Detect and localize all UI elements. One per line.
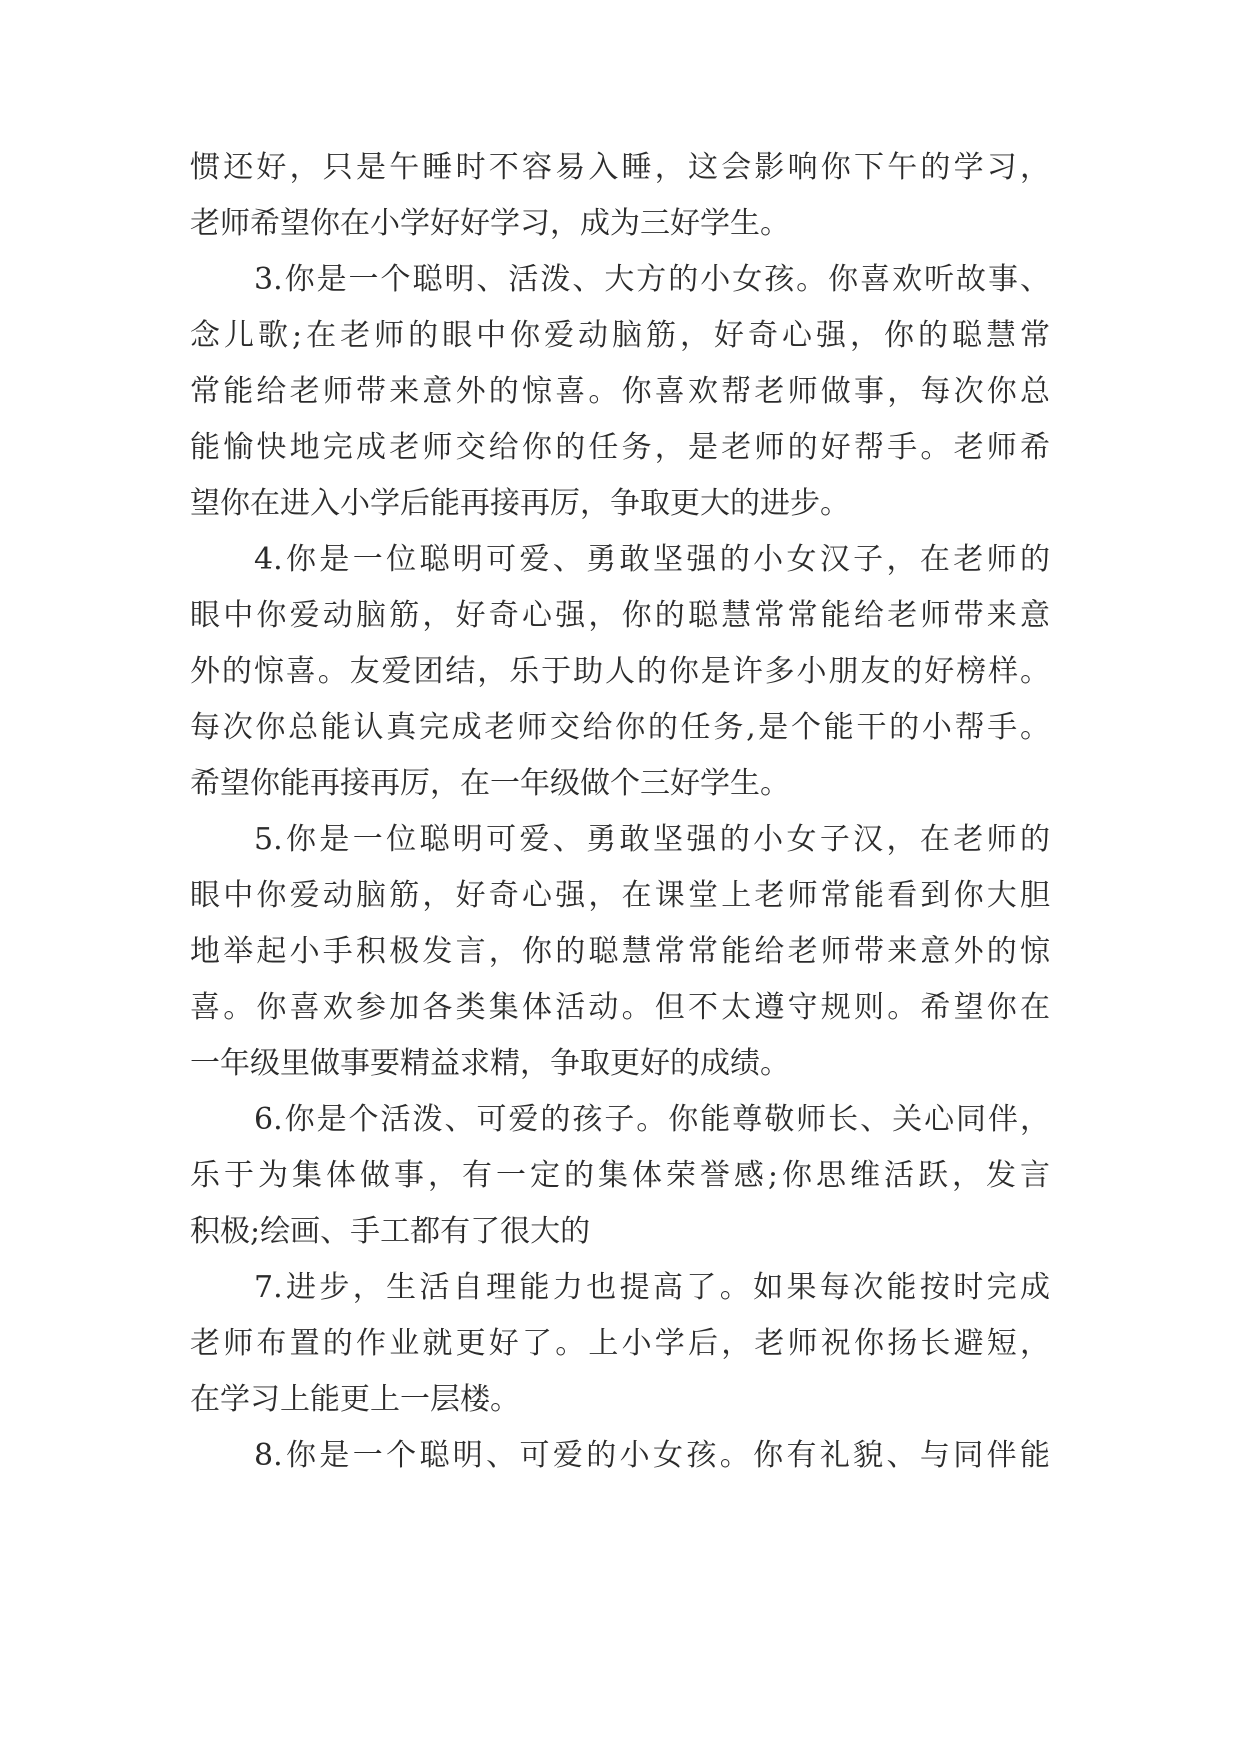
text-line: 能愉快地完成老师交给你的任务，是老师的好帮手。老师希 [190, 430, 1050, 465]
text-line: 地举起小手积极发言，你的聪慧常常能给老师带来意外的惊 [190, 934, 1050, 969]
text-line: 眼中你爱动脑筋，好奇心强，你的聪慧常常能给老师带来意 [190, 598, 1050, 633]
text-line: 一年级里做事要精益求精，争取更好的成绩。 [190, 1046, 790, 1081]
text-line: 惯还好，只是午睡时不容易入睡，这会影响你下午的学习， [190, 150, 1050, 185]
text-line: 念儿歌;在老师的眼中你爱动脑筋，好奇心强，你的聪慧常 [190, 318, 1050, 353]
text-line: 望你在进入小学后能再接再厉，争取更大的进步。 [190, 486, 850, 521]
paragraph-6-start: 6.你是个活泼、可爱的孩子。你能尊敬师长、关心同伴， [254, 1102, 1050, 1137]
text-line: 乐于为集体做事，有一定的集体荣誉感;你思维活跃，发言 [190, 1158, 1050, 1193]
paragraph-7-start: 7.进步，生活自理能力也提高了。如果每次能按时完成 [254, 1270, 1050, 1305]
paragraph-3-start: 3.你是一个聪明、活泼、大方的小女孩。你喜欢听故事、 [254, 262, 1050, 297]
text-line: 每次你总能认真完成老师交给你的任务,是个能干的小帮手。 [190, 710, 1050, 745]
text-line: 老师布置的作业就更好了。上小学后，老师祝你扬长避短， [190, 1326, 1050, 1361]
text-line: 积极;绘画、手工都有了很大的 [190, 1214, 591, 1249]
paragraph-8-start: 8.你是一个聪明、可爱的小女孩。你有礼貌、与同伴能 [254, 1438, 1050, 1473]
text-line: 在学习上能更上一层楼。 [190, 1382, 520, 1417]
text-line: 希望你能再接再厉，在一年级做个三好学生。 [190, 766, 790, 801]
text-line: 外的惊喜。友爱团结，乐于助人的你是许多小朋友的好榜样。 [190, 654, 1050, 689]
paragraph-5-start: 5.你是一位聪明可爱、勇敢坚强的小女子汉，在老师的 [254, 822, 1050, 857]
paragraph-4-start: 4.你是一位聪明可爱、勇敢坚强的小女汉子，在老师的 [254, 542, 1050, 577]
text-line: 喜。你喜欢参加各类集体活动。但不太遵守规则。希望你在 [190, 990, 1050, 1025]
text-line: 常能给老师带来意外的惊喜。你喜欢帮老师做事，每次你总 [190, 374, 1050, 409]
text-line: 老师希望你在小学好好学习，成为三好学生。 [190, 206, 790, 241]
text-line: 眼中你爱动脑筋，好奇心强，在课堂上老师常能看到你大胆 [190, 878, 1050, 913]
